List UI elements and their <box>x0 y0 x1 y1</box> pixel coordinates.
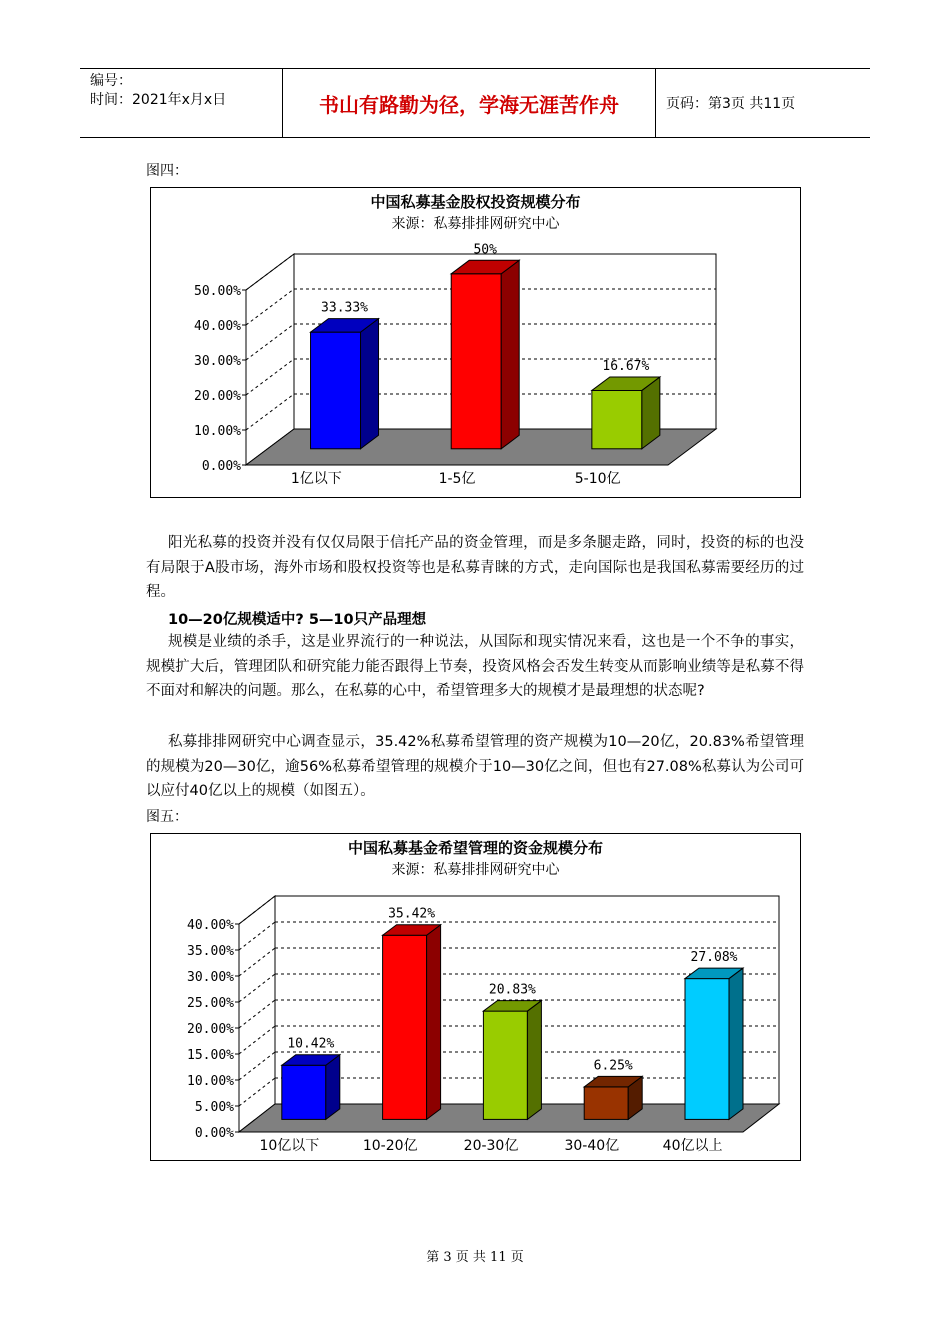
chart0-svg <box>151 188 800 497</box>
chart0-bar-side <box>361 319 379 449</box>
chart0-category-label: 1-5亿 <box>438 471 476 487</box>
chart1-bar-side <box>527 1001 541 1120</box>
chart0-category-label: 5-10亿 <box>574 471 621 487</box>
chart1-ytick-label: 30.00% <box>187 970 234 985</box>
fig5-label: 图五： <box>146 809 188 825</box>
paragraph-1: 阳光私募的投资并没有仅仅局限于信托产品的资金管理，而是多条腿走路，同时，投资的标的也没有局限于A股市场，海外市场和股权投资等也是私募青睐的方式，走向国际也是我国私募需要经历的过程。 <box>146 535 804 600</box>
chart0-ytick-label: 20.00% <box>194 389 241 404</box>
header-motto: 书山有路勤为径，学海无涯苦作舟 <box>283 69 656 137</box>
chart1-bar <box>282 1065 326 1119</box>
fig4-label: 图四： <box>146 163 188 179</box>
number-label: 编号： <box>90 73 132 89</box>
chart0-ytick-label: 30.00% <box>194 354 241 369</box>
chart1-category-label: 30-40亿 <box>564 1138 620 1154</box>
chart1-bar-side <box>427 925 441 1120</box>
chart0-subtitle: 来源：私募排排网研究中心 <box>391 216 560 232</box>
paragraph-2: 规模是业绩的杀手，这是业界流行的一种说法，从国际和现实情况来看，这也是一个不争的事实，规模扩大后，管理团队和研究能力能否跟得上节奏，投资风格会否发生转变从而影响业绩等是私募不得不面对和解决的问题。那么，在私募的心中，希望管理多大的规模才是最理想的状态呢? <box>146 634 804 699</box>
chart1-subtitle: 来源：私募排排网研究中心 <box>391 862 560 878</box>
chart0-bar <box>592 390 642 448</box>
chart1-category-label: 10亿以下 <box>259 1138 320 1154</box>
header-meta <box>80 69 283 137</box>
page-footer: 第 3 页 共 11 页 <box>426 1250 524 1265</box>
chart1-side-wall <box>239 896 275 1132</box>
chart1-bar <box>383 935 427 1119</box>
chart1-ytick-label: 15.00% <box>187 1048 234 1063</box>
time-label: 时间：2021年x月x日 <box>90 92 227 108</box>
chart1-data-label: 20.83% <box>488 982 536 998</box>
header-page-info: 页码：第3页 共11页 <box>666 96 796 112</box>
chart1-ytick-label: 5.00% <box>194 1100 234 1115</box>
chart1-ytick-label: 0.00% <box>194 1126 234 1141</box>
chart1-svg <box>151 834 800 1160</box>
chart1-bar <box>685 979 729 1120</box>
chart1-ytick-label: 35.00% <box>187 944 234 959</box>
section-heading: 10—20亿规模适中? 5—10只产品理想 <box>168 612 427 628</box>
chart1-data-label: 10.42% <box>287 1036 335 1052</box>
chart0-ytick-label: 50.00% <box>194 284 241 299</box>
chart1-bar-side <box>729 968 743 1119</box>
chart1-category-label: 10-20亿 <box>362 1138 418 1154</box>
chart1-ytick-label: 40.00% <box>187 918 234 933</box>
chart0-bar-side <box>501 260 519 449</box>
chart0-side-wall <box>246 254 294 465</box>
chart0-ytick-label: 0.00% <box>201 459 241 474</box>
chart0-ytick-label: 40.00% <box>194 319 241 334</box>
page-header <box>80 68 870 138</box>
chart0-ytick-label: 10.00% <box>194 424 241 439</box>
chart1-bar-side <box>326 1055 340 1120</box>
chart0-bar <box>311 332 361 449</box>
chart1-ytick-label: 20.00% <box>187 1022 234 1037</box>
chart1-category-label: 20-30亿 <box>463 1138 519 1154</box>
chart1-category-label: 40亿以上 <box>662 1138 723 1154</box>
chart-equity-investment-scale <box>150 187 801 498</box>
chart0-data-label: 33.33% <box>321 300 369 316</box>
chart1-title: 中国私募基金希望管理的资金规模分布 <box>347 839 604 857</box>
chart0-data-label: 16.67% <box>602 358 650 374</box>
chart1-data-label: 6.25% <box>593 1058 633 1074</box>
chart1-data-label: 35.42% <box>388 906 436 922</box>
paragraph-3: 私募排排网研究中心调查显示，35.42%私募希望管理的资产规模为10—20亿，20.83%希望管理的规模为20—30亿，逾56%私募希望管理的规模介于10—30亿之间，但也有27.08%私募认为公司可以应付40亿以上的规模（如图五）。 <box>146 734 804 799</box>
chart0-category-label: 1亿以下 <box>290 471 342 487</box>
chart-desired-fund-scale <box>150 833 801 1161</box>
chart0-title: 中国私募基金股权投资规模分布 <box>370 193 581 211</box>
chart0-data-label: 50% <box>473 242 497 258</box>
chart1-data-label: 27.08% <box>690 950 738 966</box>
chart1-bar <box>483 1011 527 1119</box>
chart1-ytick-label: 10.00% <box>187 1074 234 1089</box>
chart0-bar <box>451 274 501 449</box>
chart1-bar <box>584 1087 628 1120</box>
chart1-ytick-label: 25.00% <box>187 996 234 1011</box>
